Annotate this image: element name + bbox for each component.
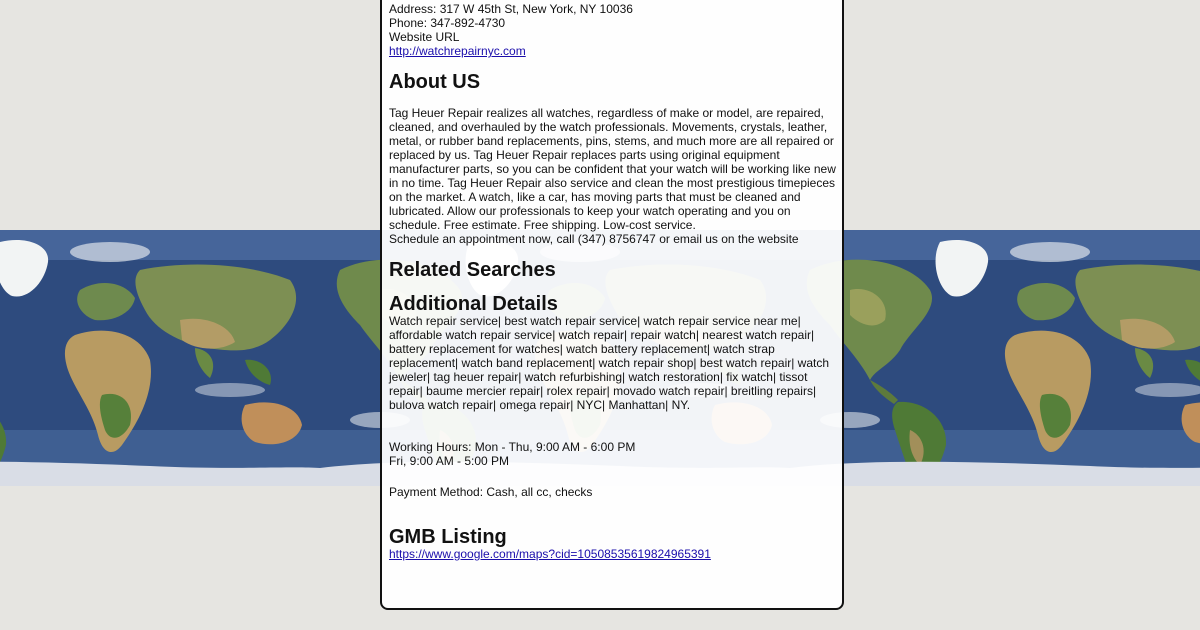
- working-hours-friday: Fri, 9:00 AM - 5:00 PM: [389, 454, 510, 468]
- schedule-text: Schedule an appointment now, call (347) 8756747 or email us on the website: [389, 232, 799, 246]
- search-tags: Watch repair service| best watch repair service| watch repair service near me| affordable watch repair service| watch repair| repair watch| nearest watch repair| battery replacement for watches| watch battery replacement| watch strap replacement| watch band replacement| watch repair shop| best watch repair| watch jeweler| tag heuer repair| watch refurbishing| watch restoration| fix watch| tissot repair| baume mercier repair| rolex repair| movado watch repair| breitling repairs| bulova watch repair| omega repair| NYC| Manhattan| NY.: [389, 314, 830, 412]
- additional-details-heading: Additional Details: [389, 293, 558, 315]
- address-text: Address: 317 W 45th St, New York, NY 10036: [389, 2, 633, 16]
- about-heading: About US: [389, 71, 481, 93]
- working-hours-weekday: Working Hours: Mon - Thu, 9:00 AM - 6:00 PM: [389, 440, 636, 454]
- payment-method: Payment Method: Cash, all cc, checks: [389, 485, 593, 499]
- gmb-heading: GMB Listing: [389, 526, 507, 548]
- phone-text: Phone: 347-892-4730: [389, 16, 506, 30]
- website-label: Website URL: [389, 30, 460, 44]
- related-searches-heading: Related Searches: [389, 259, 556, 281]
- gmb-link[interactable]: https://www.google.com/maps?cid=10508535619824965391: [389, 547, 711, 561]
- website-link[interactable]: http://watchrepairnyc.com: [389, 44, 526, 58]
- about-body: Tag Heuer Repair realizes all watches, regardless of make or model, are repaired, cleaned, and overhauled by the watch professionals. Movements, crystals, leather, metal, or rubber band replacements, pins, stems, and much more are all repaired or replaced by us. Tag Heuer Repair replaces parts using original equipment manufacturer parts, so you can be confident that your watch will be working like new in no time. Tag Heuer Repair also service and clean the most prestigious timepieces on the market. A watch, like a car, has moving parts that must be cleaned and lubricated. Allow our professionals to keep your watch operating and you on schedule. Free estimate. Free shipping. Low-cost service.: [389, 106, 836, 232]
